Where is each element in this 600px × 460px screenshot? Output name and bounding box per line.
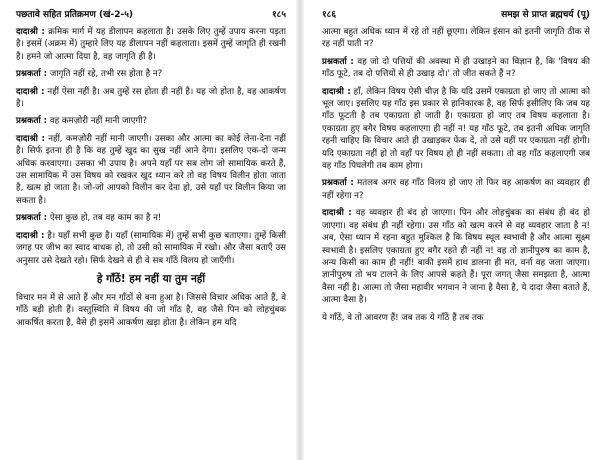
left-paragraph-5 [16, 133, 286, 207]
speaker-label: प्रश्नकर्ता : [16, 116, 48, 127]
right-page-header [322, 6, 590, 20]
right-page-number: १८६ [322, 9, 337, 20]
left-page-header [16, 6, 286, 20]
paragraph-text: जागृति नहीं रहे, तभी रस होता है न? [47, 69, 163, 80]
paragraph-text: वह जो दो पत्तियों की अवस्था में ही उखाड़ने का विज्ञान है, कि 'विषय की गाँठ फूटे, तब दो पत्तियों से ही उखाड़ दो।' तो जीत सकते हैं न? [322, 56, 590, 80]
paragraph-text: वह व्यवहार ही बंद हो जाएगा। पिन और लोहचुंबक का संबंध ही बंद हो जाएगा। वह संबंध ही नहीं रहेगा। उस गाँठ को खत्म करने से वह व्यवहार जाता है न! अब, ऐसा ध्यान में रहना बहुत मुश्किल है कि विषय स्थूल स्वभावी है और आत्मा सूक्ष्म स्वभावी है। इसलिए एकाग्रता हुए बगैर रहते ही नहीं न! वह तो ज्ञानीपुरुष का काम है, अन्य किसी का काम ही नहीं! बाकी इसमें हाथ डालना ही मत, वर्ना वह जला जाएगा। ज्ञानीपुरुष तो भय टालने के लिए आपसे कहते हैं। पूरा जगत् जैसा समझता है, आत्मा वैसा नहीं है। आत्मा तो जैसा महावीर भगवान ने जाना है वैसा है, ये दादा जैसा बताते हैं, आत्मा वैसा है। [322, 208, 590, 306]
speaker-label: दादाश्री : [16, 133, 45, 144]
paragraph-text: क्रमिक मार्ग में यह डीलापन कहलाता है। उसके लिए तुम्हें उपाय करना पड़ता है। इसमें (अक्रम में) तुम्हारे लिए यह डीलापन नहीं कहलाता। इसमें तुम्हें जागृति ही रखनी है। हमने जो आत्मा दिया है, वह जागृति ही है। [16, 27, 286, 62]
paragraph-text: नहीं ऐसा नहीं है। अब तुम्हें रस होता ही नहीं है। यह जो होता है, वह आकर्षण है। [16, 86, 286, 110]
right-closing-paragraph: ये गाँठें, वे तो आवरण हैं! जब तक ये गाँठें हैं तब तक [322, 312, 484, 323]
paragraph-text: ऐसा कुछ हो, तब वह काम का है न! [47, 213, 162, 224]
left-paragraph-7 [16, 230, 286, 267]
speaker-label: प्रश्नकर्ता : [16, 69, 48, 80]
left-running-title: पछतावे सहित प्रतिक्रमण (खं-2-५) [16, 9, 133, 20]
speaker-label: दादाश्री : [16, 27, 45, 37]
right-paragraph-4 [322, 207, 590, 306]
left-paragraph-6 [16, 212, 286, 224]
right-running-title: समझ से प्राप्त ब्रह्मचर्य (पू) [501, 9, 590, 20]
left-paragraph-3 [16, 86, 286, 111]
paragraph-text: है। यहाँ सभी कुछ है। यहाँ (सामायिक में) तुम्हें सभी कुछ बताएगा। तुम्हें किसी जगह पर जीभ का स्वाद बाधक हो, तो उसी को सामायिक में रखो। और जैसा बताएँ उस अनुसार उसे देखते रहो। सिर्फ देखने से ही वे सब गाँठें विलय हो जाएँगी। [16, 230, 286, 266]
right-paragraph-2 [322, 86, 590, 173]
right-paragraph-1 [322, 56, 590, 81]
speaker-label: दादाश्री : [16, 86, 45, 97]
left-paragraph-2 [16, 68, 286, 80]
speaker-label: दादाश्री : [322, 208, 352, 219]
speaker-label: प्रश्नकर्ता : [322, 56, 354, 67]
paragraph-text: मतलब अगर वह गाँठ विलय हो जाए तो फिर वह आकर्षण का व्यवहार ही नहीं रहेगा न? [322, 178, 590, 201]
right-paragraph-3 [322, 177, 590, 202]
paragraph-text: हाँ, लेकिन विषय ऐसी चीज़ है कि यदि उसमें एकाग्रता हो जाए तो आत्मा को भूल जाए। इसलिए यह गाँठ इस प्रकार से हानिकारक है, वह सिर्फ इसीलिए कि जब यह गाँठ फूटती है तब एकाग्रता हो जाती है। एकाग्रता हो जाए तब विषय कहलाता है। एकाग्रता हुए बगैर विषय कहलाएगा ही नहीं न! यह गाँठ फूटे, तब इतनी अधिक जागृति रहनी चाहिए कि विचार आते ही उखाड़कर फेंक दें, तो उसे वहीं पर एकाग्रता नहीं होगी। यदि एकाग्रता नहीं हो तो वहाँ पर विषय हो ही नहीं सकता। तो वह गाँठ कहलाएगी जब वह गाँठ पिघलेगी तब काम होगा। [322, 86, 591, 172]
left-closing-paragraph: विचार मन में से आते हैं और मन गाँठों से बना हुआ है। जिससे विचार अधिक आते हैं, वे गाँठें बड़ी होती हैं। वस्तुस्थिति में विषय की जो गाँठ है, वह जैसे पिन को लोहचुंबक आकर्षित करता है, वैसे ही इसमें आकर्षण खड़ा होता है। लेकिन हम यदि [16, 292, 286, 328]
paragraph-text: नहीं, कमज़ोरी नहीं मानी जाएगी। उसका और आत्मा का कोई लेना-देना नहीं है। सिर्फ इतना ही है कि वह तुम्हें खुद का सुख नहीं आने देगा। इसलिए एक-दो जन्म अधिक करवाएगा। उसका भी उपाय है। अपने यहाँ पर सब लोग जो सामायिक करते हैं, उस सामायिक में उस विषय को रखकर खुद ध्यान करे तो वह विषय विलीन होता जाता है, खत्म हो जाता है। जो-जो आपको विलीन कर देना हो, उसे यहाँ पर विलीन किया जा सकता है। [16, 133, 286, 206]
speaker-label: प्रश्नकर्ता : [16, 213, 48, 224]
left-paragraph-1 [16, 26, 286, 63]
speaker-label: दादाश्री : [16, 230, 45, 241]
right-opening-paragraph: आत्मा बहुत अधिक ध्यान में रहे तो नहीं छूएगा। लेकिन इंसान को इतनी जागृति ठीक से रह नहीं पाती न? [322, 27, 590, 50]
speaker-label: प्रश्नकर्ता : [322, 178, 354, 189]
section-heading: हे गाँठें! हम नहीं या तुम नहीं [96, 272, 206, 285]
right-page [300, 0, 600, 460]
speaker-label: दादाश्री : [322, 86, 351, 97]
left-paragraph-4 [16, 115, 286, 127]
paragraph-text: वह कमज़ोरी नहीं मानी जाएगी? [47, 116, 148, 127]
left-page-number: १८५ [271, 9, 286, 20]
